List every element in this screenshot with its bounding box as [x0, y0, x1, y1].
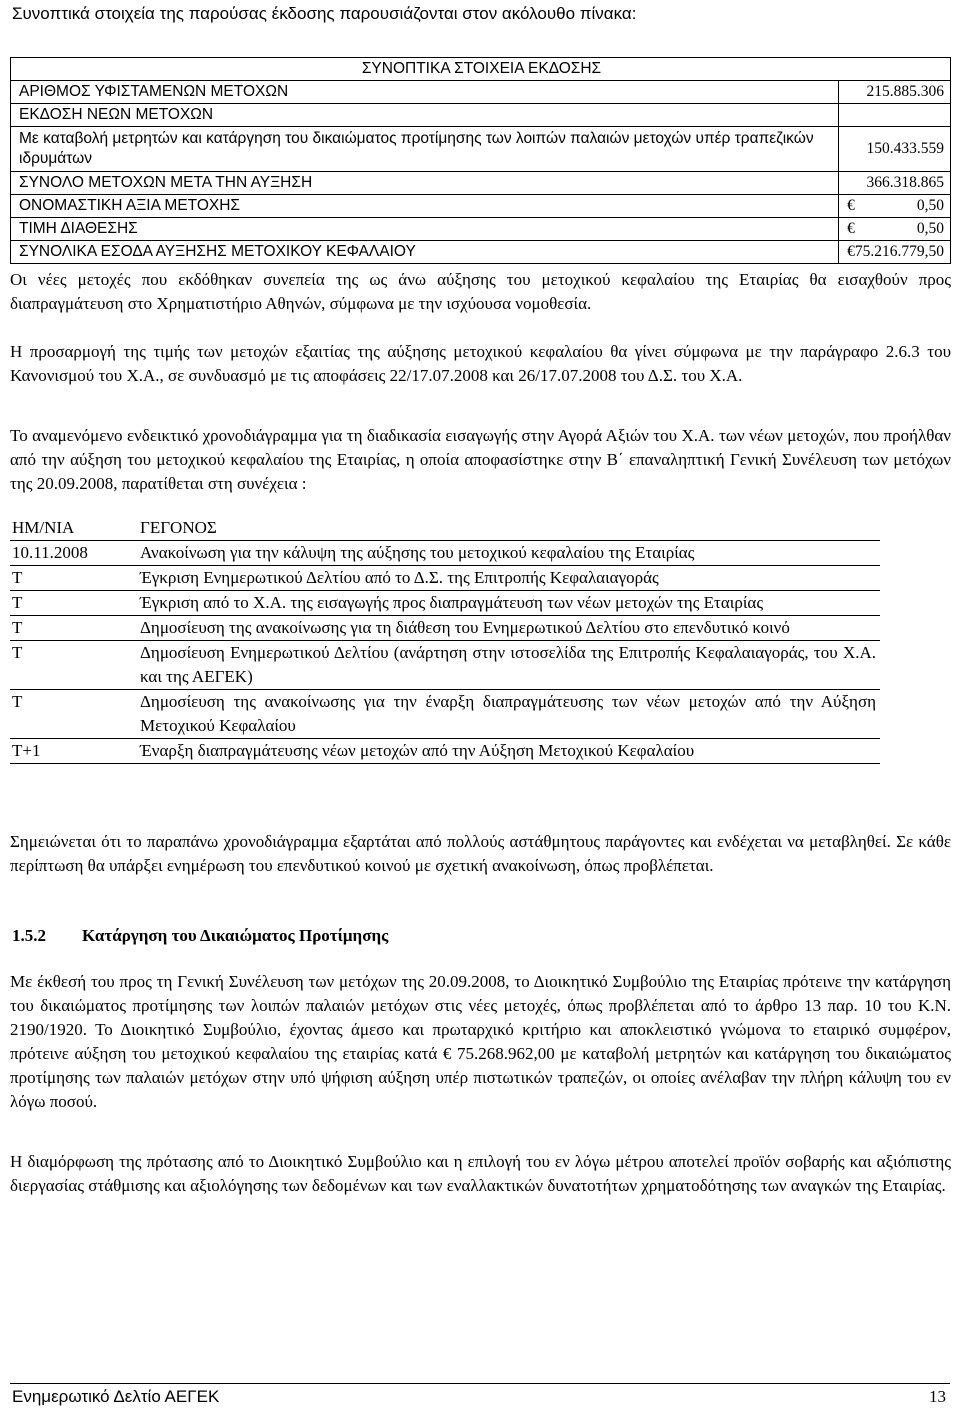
- summary-table: [10, 57, 951, 264]
- table-row: [10, 641, 880, 690]
- summary-title-row: [11, 58, 951, 81]
- row-date: Τ+1: [10, 739, 138, 764]
- row-event: Δημοσίευση Ενημερωτικού Δελτίου (ανάρτηση στην ιστοσελίδα της Επιτροπής Κεφαλαιαγοράς, του Χ.Α. και της ΑΕΓΕΚ): [138, 641, 880, 690]
- section-heading: [12, 926, 388, 946]
- timetable-header: [10, 516, 880, 541]
- row-event: Έγκριση Ενημερωτικού Δελτίου από το Δ.Σ. της Επιτροπής Κεφαλαιαγοράς: [138, 566, 880, 591]
- row-event: Έναρξη διαπραγμάτευσης νέων μετοχών από την Αύξηση Μετοχικού Κεφαλαίου: [138, 739, 880, 764]
- paragraph-timetable-intro: Το αναμενόμενο ενδεικτικό χρονοδιάγραμμα για τη διαδικασία εισαγωγής στην Αγορά Αξιών του Χ.Α. των νέων μετοχών, που προήλθαν από την αύξηση του μετοχικού κεφαλαίου της Εταιρίας, η οποία αποφασίστηκε στην Β΄ επαναληπτική Γενική Συνέλευση των μετόχων της 20.09.2008, παρατίθεται στη συνέχεια :: [10, 426, 951, 493]
- row-event: Δημοσίευση της ανακοίνωσης για την έναρξη διαπραγμάτευσης των νέων μετοχών από την Αύξηση Μετοχικού Κεφαλαίου: [138, 690, 880, 739]
- timetable: [10, 516, 880, 764]
- summary-value: 215.885.306: [839, 81, 951, 104]
- summary-label: Με καταβολή μετρητών και κατάργηση του δικαιώματος προτίμησης των λοιπών παλαιών μετοχών υπέρ τραπεζικών ιδρυμάτων: [11, 127, 839, 172]
- summary-value: € 0,50: [839, 218, 951, 241]
- footer-page-number: 13: [929, 1387, 946, 1406]
- paragraph-preemption-report: Με έκθεσή του προς τη Γενική Συνέλευση των μετόχων της 20.09.2008, το Διοικητικό Συμβούλιο της Εταιρίας πρότεινε την κατάργηση του δικαιώματος προτίμησης των λοιπών παλαιών μετόχων στις νέες μετοχές, όπως προβλέπεται από το άρθρο 13 παρ. 10 του Κ.Ν. 2190/1920. Το Διοικητικό Συμβούλιο, έχοντας άμεσο και πρωταρχικό κριτήριο και αποκλειστικό γνώμονα το εταιρικό συμφέρον, πρότεινε αύξηση του μετοχικού κεφαλαίου της εταιρίας κατά € 75.268.962,00 με καταβολή μετρητών και κατάργηση του δικαιώματος προτίμησης των παλαιών μετόχων στην υπό ψήφιση αύξηση υπέρ πιστωτικών τραπεζών, οι οποίες ανέλαβαν την πλήρη κάλυψη του εν λόγω ποσού.: [10, 972, 951, 1111]
- summary-label: ΣΥΝΟΛΙΚΑ ΕΣΟΔΑ ΑΥΞΗΣΗΣ ΜΕΤΟΧΙΚΟΥ ΚΕΦΑΛΑΙΟΥ: [11, 241, 839, 264]
- euro-sign: €: [847, 243, 855, 260]
- table-row: [10, 541, 880, 566]
- table-row: [11, 241, 951, 264]
- paragraph-listing: Οι νέες μετοχές που εκδόθηκαν συνεπεία της ως άνω αύξησης του μετοχικού κεφαλαίου της Εταιρίας θα εισαχθούν προς διαπραγμάτευση στο Χρηματιστήριο Αθηνών, σύμφωνα με την ισχύουσα νομοθεσία.: [10, 270, 951, 313]
- row-date: Τ: [10, 616, 138, 641]
- row-date: 10.11.2008: [10, 541, 138, 566]
- row-event: Έγκριση από το Χ.Α. της εισαγωγής προς διαπραγμάτευση των νέων μετοχών της Εταιρίας: [138, 591, 880, 616]
- row-date: Τ: [10, 641, 138, 690]
- row-event: Δημοσίευση της ανακοίνωσης για τη διάθεση του Ενημερωτικού Δελτίου στο επενδυτικό κοινό: [138, 616, 880, 641]
- summary-label: ΣΥΝΟΛΟ ΜΕΤΟΧΩΝ ΜΕΤΑ ΤΗΝ ΑΥΞΗΣΗ: [11, 172, 839, 195]
- section-number: 1.5.2: [12, 926, 46, 945]
- row-date: Τ: [10, 566, 138, 591]
- table-row: [11, 195, 951, 218]
- row-event: Ανακοίνωση για την κάλυψη της αύξησης του μετοχικού κεφαλαίου της Εταιρίας: [138, 541, 880, 566]
- summary-value: € 0,50: [839, 195, 951, 218]
- summary-title: ΣΥΝΟΠΤΙΚΑ ΣΤΟΙΧΕΙΑ ΕΚΔΟΣΗΣ: [11, 58, 951, 81]
- table-row: [11, 81, 951, 104]
- row-date: Τ: [10, 690, 138, 739]
- summary-label: ΑΡΙΘΜΟΣ ΥΦΙΣΤΑΜΕΝΩΝ ΜΕΤΟΧΩΝ: [11, 81, 839, 104]
- table-row: [10, 591, 880, 616]
- footer-divider: [10, 1383, 950, 1384]
- paragraph-proposal: Η διαμόρφωση της πρότασης από το Διοικητικό Συμβούλιο και η επιλογή του εν λόγω μέτρου αποτελεί προϊόν σοβαρής και αξιόπιστης διεργασίας στάθμισης και αξιολόγησης των δεδομένων και των εναλλακτικών δυνατοτήτων χρηματοδότησης των αναγκών της Εταιρίας.: [10, 1152, 951, 1195]
- table-row: [11, 218, 951, 241]
- header-date: ΗΜ/ΝΙΑ: [10, 516, 138, 541]
- paragraph-note: Σημειώνεται ότι το παραπάνω χρονοδιάγραμμα εξαρτάται από πολλούς αστάθμητους παράγοντες και ενδέχεται να μεταβληθεί. Σε κάθε περίπτωση θα υπάρξει ενημέρωση του επενδυτικού κοινού με σχετική ανακοίνωση, όπως προβλέπεται.: [10, 832, 951, 875]
- table-row: [10, 616, 880, 641]
- table-row: [11, 104, 951, 127]
- summary-value: [839, 104, 951, 127]
- table-row: [10, 566, 880, 591]
- table-row: [10, 739, 880, 764]
- paragraph-price-adjustment: Η προσαρμογή της τιμής των μετοχών εξαιτίας της αύξησης μετοχικού κεφαλαίου θα γίνει σύμφωνα με την παράγραφο 2.6.3 του Κανονισμού του Χ.Α., σε συνδυασμό με τις αποφάσεις 22/17.07.2008 και 26/17.07.2008 του Δ.Σ. του Χ.Α.: [10, 342, 951, 385]
- summary-value: 150.433.559: [839, 127, 951, 172]
- summary-label: ΤΙΜΗ ΔΙΑΘΕΣΗΣ: [11, 218, 839, 241]
- summary-value: € 75.216.779,50: [839, 241, 951, 264]
- table-row: [11, 127, 951, 172]
- table-row: [11, 172, 951, 195]
- row-date: Τ: [10, 591, 138, 616]
- euro-sign: €: [847, 197, 855, 214]
- euro-sign: €: [847, 220, 855, 237]
- intro-text: Συνοπτικά στοιχεία της παρούσας έκδοσης παρουσιάζονται στον ακόλουθο πίνακα:: [12, 4, 637, 23]
- summary-label: ΕΚΔΟΣΗ ΝΕΩΝ ΜΕΤΟΧΩΝ: [11, 104, 839, 127]
- summary-label: ΟΝΟΜΑΣΤΙΚΗ ΑΞΙΑ ΜΕΤΟΧΗΣ: [11, 195, 839, 218]
- table-row: [10, 690, 880, 739]
- footer-document-title: Ενημερωτικό Δελτίο ΑΕΓΕΚ: [12, 1387, 220, 1406]
- section-title: Κατάργηση του Δικαιώματος Προτίμησης: [82, 926, 389, 945]
- summary-value: 366.318.865: [839, 172, 951, 195]
- header-event: ΓΕΓΟΝΟΣ: [138, 516, 880, 541]
